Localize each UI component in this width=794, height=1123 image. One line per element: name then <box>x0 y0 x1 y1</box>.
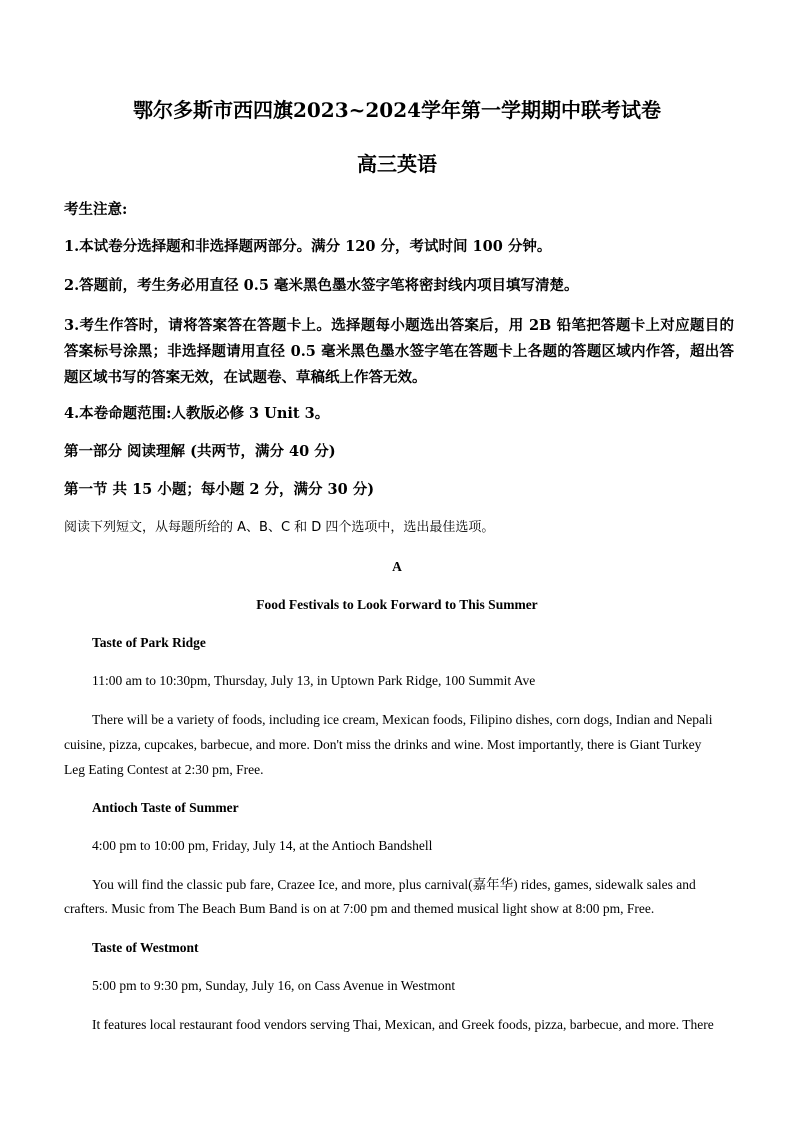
exam-title: 鄂尔多斯市西四旗2023~2024学年第一学期期中联考试卷 <box>132 98 662 122</box>
notice-heading: 考生注意: <box>64 201 128 218</box>
event-desc-westmont-1: It features local restaurant food vendors serving Thai, Mexican, and Greek foods, pizza, barbecue, and more. There <box>92 1017 714 1032</box>
event-name-westmont: Taste of Westmont <box>92 940 199 955</box>
notice-item-3: 3.考生作答时，请将答案答在答题卡上。选择题每小题选出答案后，用 2B 铅笔把答题卡上对应题目的答案标号涂黑；非选择题请用直径 0.5 毫米黑色墨水签字笔在答题卡上各题的答题区域内作答，超出答题区域书写的答案无效，在试题卷、草稿纸上作答无效。 <box>64 317 734 386</box>
event-desc-park-ridge-1: There will be a variety of foods, including ice cream, Mexican foods, Filipino dishes, corn dogs, Indian and Nepali <box>92 712 713 727</box>
event-desc-antioch-2: crafters. Music from The Beach Bum Band is on at 7:00 pm and themed musical light show at 8:00 pm, Free. <box>64 901 655 916</box>
passage-label: A <box>392 559 402 574</box>
notice-item-1: 1.本试卷分选择题和非选择题两部分。满分 120 分，考试时间 100 分钟。 <box>64 238 552 255</box>
exam-subject: 高三英语 <box>357 152 437 176</box>
event-time-park-ridge: 11:00 am to 10:30pm, Thursday, July 13, in Uptown Park Ridge, 100 Summit Ave <box>92 673 536 688</box>
notice-item-4: 4.本卷命题范围:人教版必修 3 Unit 3。 <box>64 405 330 422</box>
part1-heading: 第一部分 阅读理解 (共两节，满分 40 分) <box>64 443 336 460</box>
event-desc-park-ridge-3: Leg Eating Contest at 2:30 pm, Free. <box>64 762 264 777</box>
passage-title: Food Festivals to Look Forward to This Summer <box>256 597 538 612</box>
notice-item-2: 2.答题前，考生务必用直径 0.5 毫米黑色墨水签字笔将密封线内项目填写清楚。 <box>64 277 579 294</box>
section1-heading: 第一节 共 15 小题；每小题 2 分，满分 30 分) <box>64 481 375 498</box>
event-time-westmont: 5:00 pm to 9:30 pm, Sunday, July 16, on Cass Avenue in Westmont <box>92 978 456 993</box>
event-desc-park-ridge-2: cuisine, pizza, cupcakes, barbecue, and more. Don't miss the drinks and wine. Most importantly, there is Giant Turkey <box>64 737 702 752</box>
event-time-antioch: 4:00 pm to 10:00 pm, Friday, July 14, at the Antioch Bandshell <box>92 838 433 853</box>
event-desc-antioch-1: You will find the classic pub fare, Crazee Ice, and more, plus carnival(嘉年华) rides, games, sidewalk sales and <box>92 877 696 892</box>
event-name-park-ridge: Taste of Park Ridge <box>92 635 206 650</box>
event-name-antioch: Antioch Taste of Summer <box>92 800 239 815</box>
reading-instruction: 阅读下列短文，从每题所给的 A、B、C 和 D 四个选项中，选出最佳选项。 <box>64 520 495 535</box>
